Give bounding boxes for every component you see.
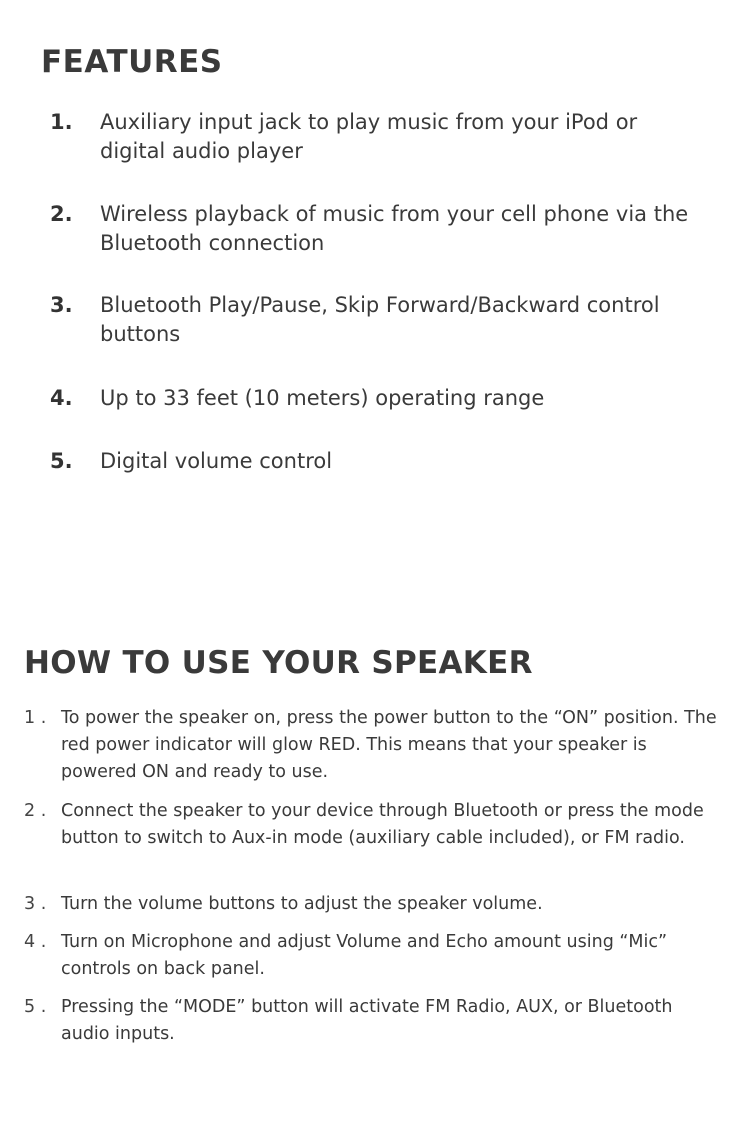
step-number: 1 . (24, 708, 47, 728)
feature-item (50, 291, 710, 349)
feature-number: 5. (50, 449, 73, 473)
step-number: 4 . (24, 932, 47, 952)
step-number: 3 . (24, 894, 47, 914)
feature-number: 2. (50, 202, 73, 226)
feature-text: Wireless playback of music from your cell phone via the Bluetooth connection (100, 202, 689, 255)
step-text: Pressing the “MODE” button will activate FM Radio, AUX, or Bluetooth audio inputs. (61, 997, 673, 1044)
features-heading: FEATURES (41, 44, 223, 80)
feature-item (50, 384, 710, 413)
step-item (24, 994, 724, 1048)
feature-item (50, 447, 710, 476)
step-text: To power the speaker on, press the power button to the “ON” position. The red power indicator will glow RED. This means that your speaker is powered ON and ready to use. (61, 708, 717, 782)
step-item (24, 798, 724, 852)
feature-text: Auxiliary input jack to play music from your iPod or digital audio player (100, 110, 638, 163)
how-to-use-heading: HOW TO USE YOUR SPEAKER (24, 645, 533, 681)
feature-text: Up to 33 feet (10 meters) operating range (100, 386, 545, 410)
step-item (24, 929, 724, 983)
feature-text: Bluetooth Play/Pause, Skip Forward/Backward control buttons (100, 293, 660, 346)
feature-number: 1. (50, 110, 73, 134)
step-item (24, 705, 724, 786)
feature-number: 3. (50, 293, 73, 317)
feature-number: 4. (50, 386, 73, 410)
step-text: Connect the speaker to your device through Bluetooth or press the mode button to switch to Aux-in mode (auxiliary cable included), or FM radio. (61, 801, 704, 848)
feature-item (50, 108, 710, 166)
feature-text: Digital volume control (100, 449, 333, 473)
feature-item (50, 200, 710, 258)
step-item (24, 891, 724, 918)
step-number: 2 . (24, 801, 47, 821)
step-number: 5 . (24, 997, 47, 1017)
step-text: Turn the volume buttons to adjust the speaker volume. (61, 894, 543, 914)
step-text: Turn on Microphone and adjust Volume and Echo amount using “Mic” controls on back panel. (61, 932, 668, 979)
